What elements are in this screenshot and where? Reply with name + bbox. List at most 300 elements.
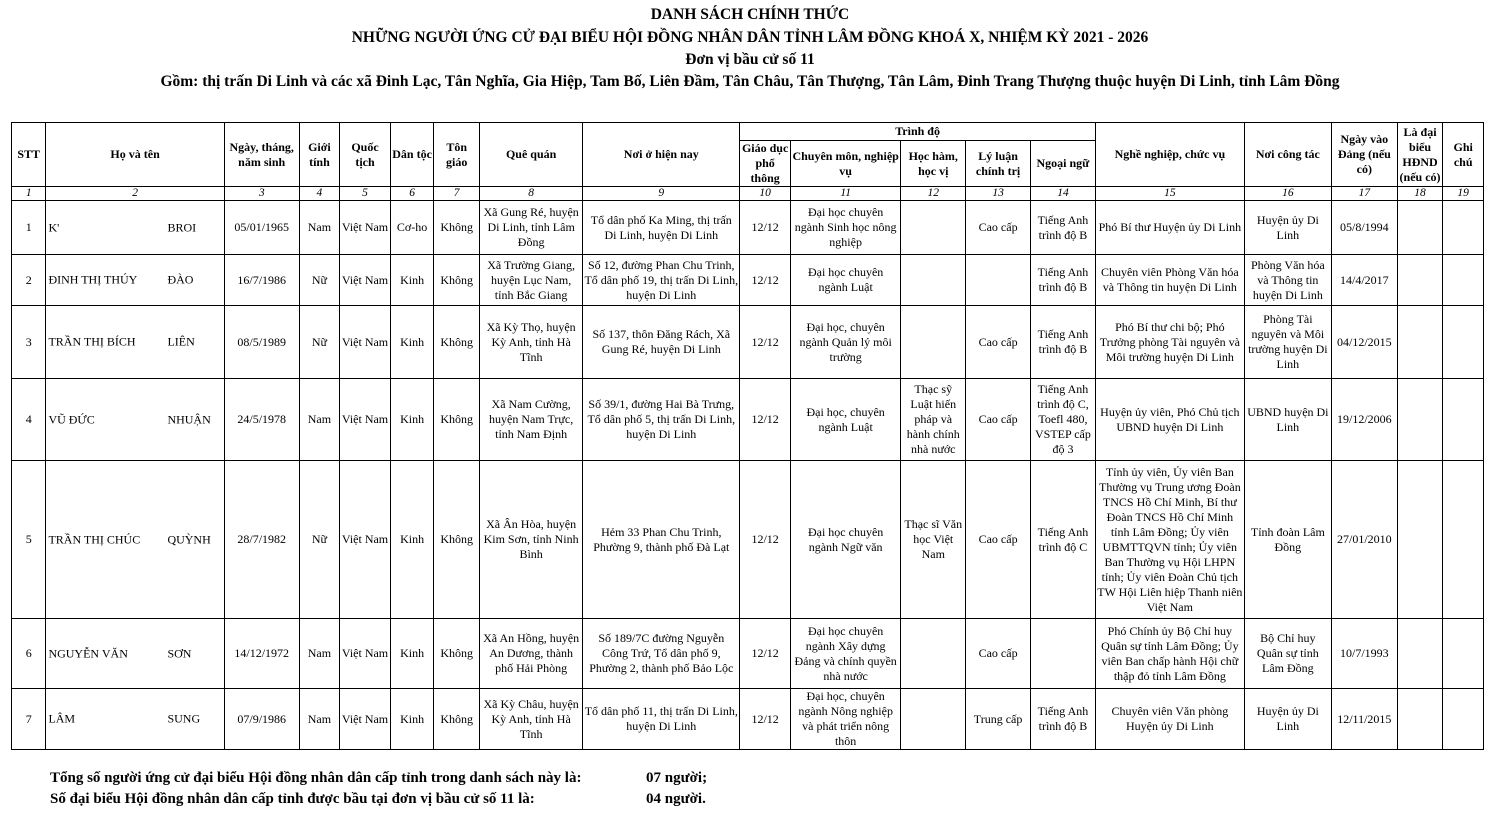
cell-political — [966, 306, 1031, 379]
cell-hdnd — [1397, 461, 1443, 619]
cell-occupation — [1095, 201, 1244, 255]
col-number: 12 — [901, 187, 966, 201]
col-degree: Học hàm, học vị — [901, 141, 966, 187]
cell-text: Việt Nam — [341, 272, 389, 287]
cell-occupation — [1095, 689, 1244, 750]
cell-text: Đại học chuyên ngành Luật — [807, 265, 884, 294]
table-row — [12, 689, 1484, 750]
total-candidates-value: 07 người; — [646, 770, 708, 786]
table-row — [12, 379, 1484, 461]
col-number: 8 — [479, 187, 582, 201]
cell-religion — [434, 619, 480, 689]
cell-text: Nam — [307, 646, 332, 660]
cell-text: Huyện ủy Di Linh — [1256, 212, 1319, 242]
cell-text: Nữ — [311, 272, 328, 287]
cell-specialty — [790, 689, 900, 750]
cell-political — [966, 201, 1031, 255]
cell-religion — [434, 461, 480, 619]
cell-general — [740, 255, 791, 306]
col-nationality: Quốc tịch — [340, 123, 391, 187]
cell-ethnicity — [390, 379, 434, 461]
cell-name — [46, 619, 224, 689]
cell-text: Nam — [307, 711, 332, 726]
cell-workplace — [1244, 619, 1331, 689]
cell-party-date — [1331, 306, 1397, 379]
cell-degree — [901, 461, 966, 619]
cell-hometown — [479, 689, 582, 750]
cell-text: Trung cấp — [973, 711, 1023, 726]
cell-text: Tiếng Anh trình độ C, Toefl 480, VSTEP cấp độ 3 — [1035, 382, 1091, 456]
electoral-unit-scope: Gồm: thị trấn Di Linh và các xã Đinh Lạc, Tân Nghĩa, Gia Hiệp, Tam Bố, Liên Đầm, Tân Châu, Tân Thượng, Tân Lâm, Đinh Trang Thượng thuộc huyện Di Linh, tỉnh Lâm Đồng — [160, 73, 1340, 90]
cell-text: Cơ-ho — [396, 220, 428, 234]
cell-nationality — [340, 306, 391, 379]
cell-text: Kinh — [400, 412, 425, 426]
cell-workplace — [1244, 461, 1331, 619]
cell-religion — [434, 255, 480, 306]
cell-occupation — [1095, 619, 1244, 689]
cell-text: Tiếng Anh trình độ B — [1037, 327, 1089, 356]
cell-text: 14/4/2017 — [1339, 272, 1389, 287]
cell-first-name: ĐÀO — [167, 272, 194, 287]
cell-first-name: QUỲNH — [167, 532, 211, 546]
cell-text: Xã Gung Ré, huyện Di Linh, tỉnh Lâm Đồng — [483, 205, 579, 249]
col-hdnd: Là đại biểu HĐND (nếu có) — [1397, 123, 1443, 187]
cell-text: Tiếng Anh trình độ B — [1037, 704, 1089, 733]
cell-ethnicity — [390, 255, 434, 306]
cell-text: 12/12 — [751, 220, 779, 234]
electoral-unit: Đơn vị bầu cử số 11 — [685, 51, 815, 68]
cell-text: Cao cấp — [978, 334, 1018, 349]
cell-name — [46, 306, 224, 379]
cell-degree — [901, 619, 966, 689]
cell-nationality — [340, 201, 391, 255]
cell-gender — [299, 689, 340, 750]
cell-text: Tỉnh đoàn Lâm Đồng — [1250, 524, 1325, 554]
cell-note — [1443, 461, 1484, 619]
cell-first-name: LIÊN — [167, 334, 195, 349]
cell-nationality — [340, 255, 391, 306]
cell-name — [46, 379, 224, 461]
cell-name — [46, 461, 224, 619]
cell-political — [966, 255, 1031, 306]
cell-text: Phó Chính ủy Bộ Chỉ huy Quân sự tỉnh Lâm Đồng; Ủy viên Ban chấp hành Hội chữ thập đỏ tỉnh Lâm Đồng — [1101, 623, 1239, 683]
total-candidates-label: Tổng số người ứng cử đại biểu Hội đồng nhân dân cấp tỉnh trong danh sách này là: — [50, 770, 582, 786]
cell-residence — [583, 689, 740, 750]
cell-text: Xã Nam Cường, huyện Nam Trực, tỉnh Nam Định — [489, 397, 574, 441]
col-ethnicity: Dân tộc — [390, 123, 434, 187]
cell-note — [1443, 619, 1484, 689]
col-number: 13 — [966, 187, 1031, 201]
document-subtitle: NHỮNG NGƯỜI ỨNG CỬ ĐẠI BIỂU HỘI ĐỒNG NHÂN DÂN TỈNH LÂM ĐỒNG KHOÁ X, NHIỆM KỲ 2021 - 2026 — [351, 29, 1149, 46]
col-number: 4 — [299, 187, 340, 201]
cell-note — [1443, 306, 1484, 379]
cell-last-name: K' — [48, 220, 60, 234]
cell-text: Xã Kỳ Thọ, huyện Kỳ Anh, tỉnh Hà Tĩnh — [486, 319, 576, 364]
cell-last-name: LÂM — [48, 711, 76, 726]
cell-ethnicity — [390, 461, 434, 619]
cell-text: Chuyên viên Phòng Văn hóa và Thông tin huyện Di Linh — [1100, 265, 1239, 294]
cell-text: Cao cấp — [978, 412, 1018, 426]
col-number: 19 — [1443, 187, 1484, 201]
cell-note — [1443, 255, 1484, 306]
cell-dob — [224, 255, 299, 306]
cell-text: Phó Bí thư chi bộ; Phó Trưởng phòng Tài nguyên và Môi trường huyện Di Linh — [1099, 319, 1240, 364]
cell-text: Xã Trường Giang, huyện Lục Nam, tỉnh Bắc Giang — [487, 257, 576, 302]
cell-nationality — [340, 689, 391, 750]
col-number: 6 — [390, 187, 434, 201]
cell-text: Không — [440, 334, 473, 349]
col-gender: Giới tính — [299, 123, 340, 187]
cell-hometown — [479, 255, 582, 306]
cell-ethnicity — [390, 619, 434, 689]
cell-text: Tổ dân phố 11, thị trấn Di Linh, huyện Di Linh — [584, 704, 738, 733]
document-header — [0, 0, 1500, 97]
cell-text: Chuyên viên Văn phòng Huyện ủy Di Linh — [1111, 704, 1229, 733]
cell-general — [740, 379, 791, 461]
cell-text: Không — [440, 711, 473, 726]
cell-text: Nam — [307, 412, 332, 426]
cell-occupation — [1095, 255, 1244, 306]
cell-degree — [901, 306, 966, 379]
cell-name — [46, 255, 224, 306]
cell-text: 12/12 — [751, 334, 779, 349]
summary-footer — [50, 768, 707, 810]
cell-general — [740, 306, 791, 379]
cell-ethnicity — [390, 306, 434, 379]
cell-specialty — [790, 619, 900, 689]
cell-text: Xã Ân Hòa, huyện Kim Sơn, tỉnh Ninh Bình — [483, 517, 579, 561]
cell-hometown — [479, 379, 582, 461]
col-number: 5 — [340, 187, 391, 201]
cell-text: Cao cấp — [978, 220, 1018, 234]
cell-text: Việt Nam — [341, 412, 389, 426]
cell-text: 24/5/1978 — [237, 412, 287, 426]
cell-political — [966, 461, 1031, 619]
cell-text: 19/12/2006 — [1336, 412, 1392, 426]
table-row — [12, 201, 1484, 255]
col-number: 16 — [1244, 187, 1331, 201]
cell-political — [966, 379, 1031, 461]
cell-nationality — [340, 619, 391, 689]
cell-dob — [224, 201, 299, 255]
col-dob: Ngày, tháng, năm sinh — [224, 123, 299, 187]
cell-text: Không — [440, 646, 473, 660]
cell-specialty — [790, 379, 900, 461]
cell-text: Không — [440, 220, 473, 234]
table-row — [12, 619, 1484, 689]
cell-language — [1031, 689, 1096, 750]
cell-text: Số 39/1, đường Hai Bà Trưng, Tổ dân phố 5, thị trấn Di Linh, huyện Di Linh — [587, 397, 736, 441]
cell-religion — [434, 306, 480, 379]
cell-text: Bộ Chỉ huy Quân sự tỉnh Lâm Đồng — [1256, 631, 1319, 675]
cell-text: Huyện ủy Di Linh — [1256, 704, 1319, 733]
cell-text: Thạc sĩ Văn học Việt Nam — [904, 517, 963, 561]
cell-text: 07/9/1986 — [237, 711, 287, 726]
cell-hdnd — [1397, 619, 1443, 689]
cell-text: Phó Bí thư Huyện ủy Di Linh — [1098, 220, 1242, 234]
cell-general — [740, 461, 791, 619]
cell-text: Không — [440, 412, 473, 426]
cell-hdnd — [1397, 306, 1443, 379]
cell-party-date — [1331, 255, 1397, 306]
cell-stt: 5 — [12, 461, 46, 619]
cell-text: Đại học, chuyên ngành Quản lý môi trường — [799, 319, 892, 364]
cell-text: Tổ dân phố Ka Ming, thị trấn Di Linh, huyện Di Linh — [590, 212, 732, 242]
cell-text: 08/5/1989 — [237, 334, 287, 349]
cell-text: 05/8/1994 — [1339, 220, 1389, 234]
col-number: 9 — [583, 187, 740, 201]
cell-text: Số 189/7C đường Nguyễn Công Trứ, Tổ dân phố 9, Phường 2, thành phố Bảo Lộc — [589, 631, 734, 675]
cell-text: Tỉnh ủy viên, Ủy viên Ban Thường vụ Trung ương Đoàn TNCS Hồ Chí Minh, Bí thư Đoàn TNCS Hồ Chí Minh tỉnh Lâm Đồng; Ủy viên UBMTTQVN tỉnh; Ủy viên Ban Thường vụ Hội LHPN tỉnh; Ủy viên Đoàn Chủ tịch TW Hội Liên hiệp Thanh niên Việt Nam — [1097, 464, 1243, 614]
cell-residence — [583, 461, 740, 619]
cell-text: Phòng Tài nguyên và Môi trường huyện Di Linh — [1248, 312, 1328, 371]
cell-residence — [583, 379, 740, 461]
cell-degree — [901, 689, 966, 750]
cell-party-date — [1331, 461, 1397, 619]
cell-text: Việt Nam — [341, 334, 389, 349]
cell-workplace — [1244, 306, 1331, 379]
cell-note — [1443, 689, 1484, 750]
cell-stt: 1 — [12, 201, 46, 255]
cell-religion — [434, 201, 480, 255]
cell-political — [966, 689, 1031, 750]
candidate-table — [11, 122, 1484, 750]
cell-text: 10/7/1993 — [1339, 646, 1389, 660]
cell-last-name: ĐINH THỊ THÚY — [48, 272, 138, 287]
cell-text: Việt Nam — [341, 711, 389, 726]
cell-text: Đại học chuyên ngành Ngữ văn — [807, 524, 884, 554]
cell-text: Việt Nam — [341, 646, 389, 660]
cell-text: 16/7/1986 — [237, 272, 287, 287]
cell-last-name: TRẦN THỊ BÍCH — [48, 334, 136, 349]
cell-text: UBND huyện Di Linh — [1247, 404, 1329, 434]
cell-hometown — [479, 201, 582, 255]
col-number: 15 — [1095, 187, 1244, 201]
cell-specialty — [790, 306, 900, 379]
cell-text: Đại học chuyên ngành Sinh học nông nghiệp — [794, 205, 897, 249]
cell-language — [1031, 619, 1096, 689]
col-number: 14 — [1031, 187, 1096, 201]
cell-hdnd — [1397, 255, 1443, 306]
cell-name — [46, 689, 224, 750]
table-row — [12, 306, 1484, 379]
cell-first-name: SUNG — [167, 711, 201, 726]
col-education-group: Trình độ — [740, 123, 1096, 141]
cell-workplace — [1244, 255, 1331, 306]
col-residence: Nơi ở hiện nay — [583, 123, 740, 187]
cell-workplace — [1244, 379, 1331, 461]
cell-hometown — [479, 461, 582, 619]
cell-text: Đại học, chuyên ngành Luật — [806, 404, 885, 434]
cell-degree — [901, 379, 966, 461]
cell-text: Đại học, chuyên ngành Nông nghiệp và phát triển nông thôn — [798, 689, 893, 748]
cell-language — [1031, 379, 1096, 461]
cell-text: Kinh — [400, 532, 425, 546]
cell-nationality — [340, 461, 391, 619]
cell-language — [1031, 201, 1096, 255]
cell-gender — [299, 461, 340, 619]
col-political: Lý luận chính trị — [966, 141, 1031, 187]
cell-text: Số 12, đường Phan Chu Trinh, Tổ dân phố 19, thị trấn Di Linh, huyện Di Linh — [584, 257, 739, 302]
cell-text: Thạc sỹ Luật hiến pháp và hành chính nhà nước — [906, 382, 960, 456]
cell-dob — [224, 619, 299, 689]
cell-gender — [299, 255, 340, 306]
col-name: Họ và tên — [46, 123, 224, 187]
cell-religion — [434, 379, 480, 461]
cell-workplace — [1244, 201, 1331, 255]
col-stt: STT — [12, 123, 46, 187]
cell-text: 05/01/1965 — [234, 220, 290, 234]
cell-residence — [583, 306, 740, 379]
cell-workplace — [1244, 689, 1331, 750]
cell-nationality — [340, 379, 391, 461]
cell-residence — [583, 619, 740, 689]
cell-text: Không — [440, 272, 473, 287]
cell-text: 12/12 — [751, 532, 779, 546]
cell-text: Cao cấp — [978, 646, 1018, 660]
col-number: 7 — [434, 187, 480, 201]
document-title: DANH SÁCH CHÍNH THỨC — [650, 6, 850, 23]
cell-dob — [224, 461, 299, 619]
cell-text: Phòng Văn hóa và Thông tin huyện Di Linh — [1250, 257, 1325, 302]
cell-text: Huyện ủy viên, Phó Chủ tịch UBND huyện Di Linh — [1100, 404, 1240, 434]
cell-text: Kinh — [400, 334, 425, 349]
cell-text: Cao cấp — [978, 532, 1018, 546]
cell-text: Tiếng Anh trình độ B — [1037, 265, 1089, 294]
cell-general — [740, 689, 791, 750]
cell-specialty — [790, 201, 900, 255]
cell-stt: 3 — [12, 306, 46, 379]
cell-text: Số 137, thôn Đăng Rách, Xã Gung Ré, huyện Di Linh — [592, 327, 731, 356]
cell-language — [1031, 306, 1096, 379]
cell-general — [740, 619, 791, 689]
cell-degree — [901, 255, 966, 306]
cell-residence — [583, 201, 740, 255]
cell-text: 12/12 — [751, 412, 779, 426]
cell-stt: 6 — [12, 619, 46, 689]
col-specialty: Chuyên môn, nghiệp vụ — [790, 141, 900, 187]
cell-dob — [224, 689, 299, 750]
cell-last-name: TRẦN THỊ CHÚC — [48, 532, 141, 546]
cell-text: 12/11/2015 — [1337, 711, 1392, 726]
cell-ethnicity — [390, 201, 434, 255]
cell-text: 12/12 — [751, 646, 779, 660]
cell-text: Kinh — [400, 646, 425, 660]
cell-occupation — [1095, 461, 1244, 619]
cell-dob — [224, 379, 299, 461]
cell-text: Nam — [307, 220, 332, 234]
cell-text: 28/7/1982 — [237, 532, 287, 546]
cell-language — [1031, 461, 1096, 619]
cell-name — [46, 201, 224, 255]
cell-party-date — [1331, 201, 1397, 255]
cell-occupation — [1095, 379, 1244, 461]
col-workplace: Nơi công tác — [1244, 123, 1331, 187]
col-religion: Tôn giáo — [434, 123, 480, 187]
cell-text: Xã Kỳ Châu, huyện Kỳ Anh, tỉnh Hà Tĩnh — [483, 696, 579, 741]
cell-ethnicity — [390, 689, 434, 750]
table-row — [12, 255, 1484, 306]
col-number: 11 — [790, 187, 900, 201]
cell-dob — [224, 306, 299, 379]
cell-party-date — [1331, 689, 1397, 750]
col-occupation: Nghề nghiệp, chức vụ — [1095, 123, 1244, 187]
cell-degree — [901, 201, 966, 255]
cell-text: Kinh — [400, 272, 425, 287]
cell-specialty — [790, 255, 900, 306]
column-number-row — [12, 187, 1484, 201]
col-hometown: Quê quán — [479, 123, 582, 187]
cell-note — [1443, 379, 1484, 461]
table-row — [12, 461, 1484, 619]
cell-text: Việt Nam — [341, 220, 389, 234]
col-number: 1 — [12, 187, 46, 201]
cell-stt: 7 — [12, 689, 46, 750]
col-number: 10 — [740, 187, 791, 201]
cell-hometown — [479, 306, 582, 379]
cell-stt: 2 — [12, 255, 46, 306]
cell-gender — [299, 379, 340, 461]
col-party-date: Ngày vào Đảng (nếu có) — [1331, 123, 1397, 187]
cell-hdnd — [1397, 201, 1443, 255]
cell-political — [966, 619, 1031, 689]
cell-text: Việt Nam — [341, 532, 389, 546]
cell-text: 14/12/1972 — [234, 646, 290, 660]
cell-residence — [583, 255, 740, 306]
col-number: 2 — [46, 187, 224, 201]
cell-gender — [299, 619, 340, 689]
cell-text: 12/12 — [751, 272, 779, 287]
col-language: Ngoại ngữ — [1031, 141, 1096, 187]
cell-text: Xã An Hồng, huyện An Dương, thành phố Hải Phòng — [483, 631, 580, 675]
cell-first-name: BROI — [167, 220, 197, 234]
cell-gender — [299, 306, 340, 379]
cell-text: Nữ — [311, 334, 328, 349]
cell-text: Tiếng Anh trình độ B — [1037, 212, 1089, 242]
cell-gender — [299, 201, 340, 255]
col-number: 18 — [1397, 187, 1443, 201]
cell-hdnd — [1397, 689, 1443, 750]
cell-language — [1031, 255, 1096, 306]
cell-text: 12/12 — [751, 711, 779, 726]
cell-occupation — [1095, 306, 1244, 379]
cell-hdnd — [1397, 379, 1443, 461]
cell-last-name: NGUYỄN VĂN — [48, 646, 128, 660]
col-note: Ghi chú — [1443, 123, 1484, 187]
cell-text: Đại học chuyên ngành Xây dựng Đảng và chính quyền nhà nước — [794, 623, 897, 683]
cell-text: Tiếng Anh trình độ C — [1037, 524, 1089, 554]
cell-text: Kinh — [400, 711, 425, 726]
cell-party-date — [1331, 379, 1397, 461]
cell-text: Nữ — [311, 532, 328, 546]
cell-text: 27/01/2010 — [1336, 532, 1392, 546]
elected-count-label: Số đại biểu Hội đồng nhân dân cấp tỉnh được bầu tại đơn vị bầu cử số 11 là: — [50, 791, 535, 807]
cell-stt: 4 — [12, 379, 46, 461]
cell-first-name: NHUẬN — [167, 412, 211, 426]
cell-last-name: VŨ ĐỨC — [48, 412, 95, 426]
col-number: 3 — [224, 187, 299, 201]
cell-note — [1443, 201, 1484, 255]
cell-general — [740, 201, 791, 255]
cell-party-date — [1331, 619, 1397, 689]
cell-text: 04/12/2015 — [1336, 334, 1392, 349]
elected-count-value: 04 người. — [646, 791, 706, 807]
cell-specialty — [790, 461, 900, 619]
col-general: Giáo dục phổ thông — [740, 141, 791, 187]
cell-text: Không — [440, 532, 473, 546]
cell-first-name: SƠN — [167, 646, 192, 660]
cell-religion — [434, 689, 480, 750]
